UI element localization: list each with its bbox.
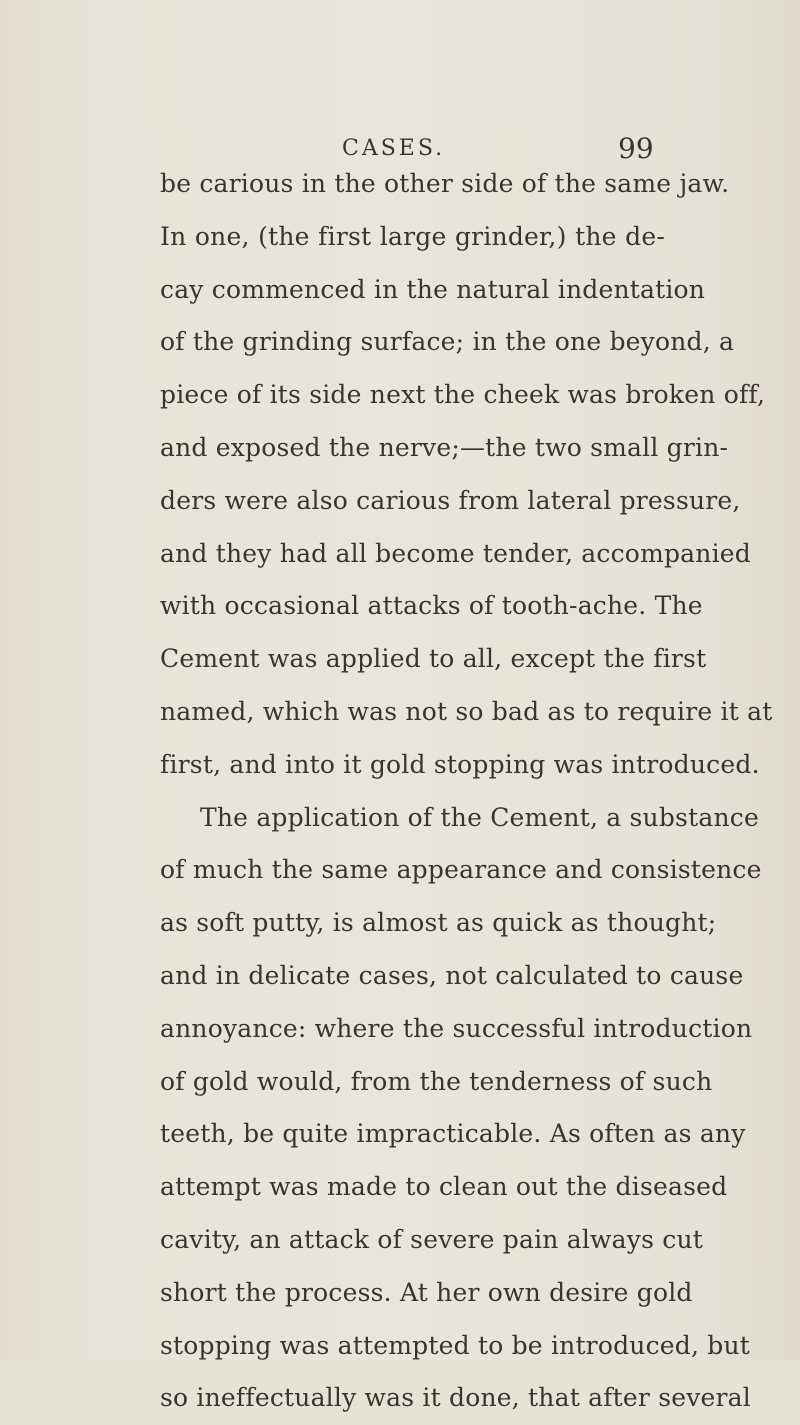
- text-line: In one, (the first large grinder,) the de-: [160, 221, 665, 251]
- text-line: attempt was made to clean out the diseased: [160, 1172, 728, 1202]
- text-line: cay commenced in the natural indentation: [160, 274, 706, 304]
- text-line: and they had all become tender, accompanied: [160, 538, 751, 568]
- text-line: piece of its side next the cheek was broken off,: [160, 380, 766, 410]
- text-line: as soft putty, is almost as quick as thought;: [160, 908, 717, 938]
- text-line: stopping was attempted to be introduced, but: [160, 1330, 751, 1360]
- text-line: annoyance: where the successful introduction: [160, 1013, 753, 1043]
- text-line: named, which was not so bad as to require it at: [160, 696, 773, 726]
- text-line: first, and into it gold stopping was introduced.: [160, 749, 760, 779]
- running-head: CASES.: [342, 136, 446, 161]
- text-line: ders were also carious from lateral pressure,: [160, 485, 741, 515]
- text-line: of much the same appearance and consistence: [160, 855, 762, 885]
- text-line: teeth, be quite impracticable. As often as any: [160, 1119, 746, 1149]
- text-line: cavity, an attack of severe pain always cut: [160, 1224, 704, 1254]
- text-line: of gold would, from the tenderness of such: [160, 1066, 713, 1096]
- text-line: and exposed the nerve;—the two small grin-: [160, 432, 729, 462]
- text-line: be carious in the other side of the same jaw.: [160, 169, 730, 198]
- text-line: The application of the Cement, a substance: [200, 802, 759, 832]
- text-line: short the process. At her own desire gold: [160, 1277, 693, 1307]
- text-line: so ineffectually was it done, that after several: [160, 1383, 751, 1413]
- text-line: and in delicate cases, not calculated to cause: [160, 960, 744, 990]
- body-text: [160, 158, 773, 1425]
- text-line: with occasional attacks of tooth-ache. The: [160, 591, 703, 621]
- text-line: Cement was applied to all, except the first: [160, 644, 707, 674]
- text-line: of the grinding surface; in the one beyond, a: [160, 327, 735, 357]
- page-number: 99: [618, 132, 654, 165]
